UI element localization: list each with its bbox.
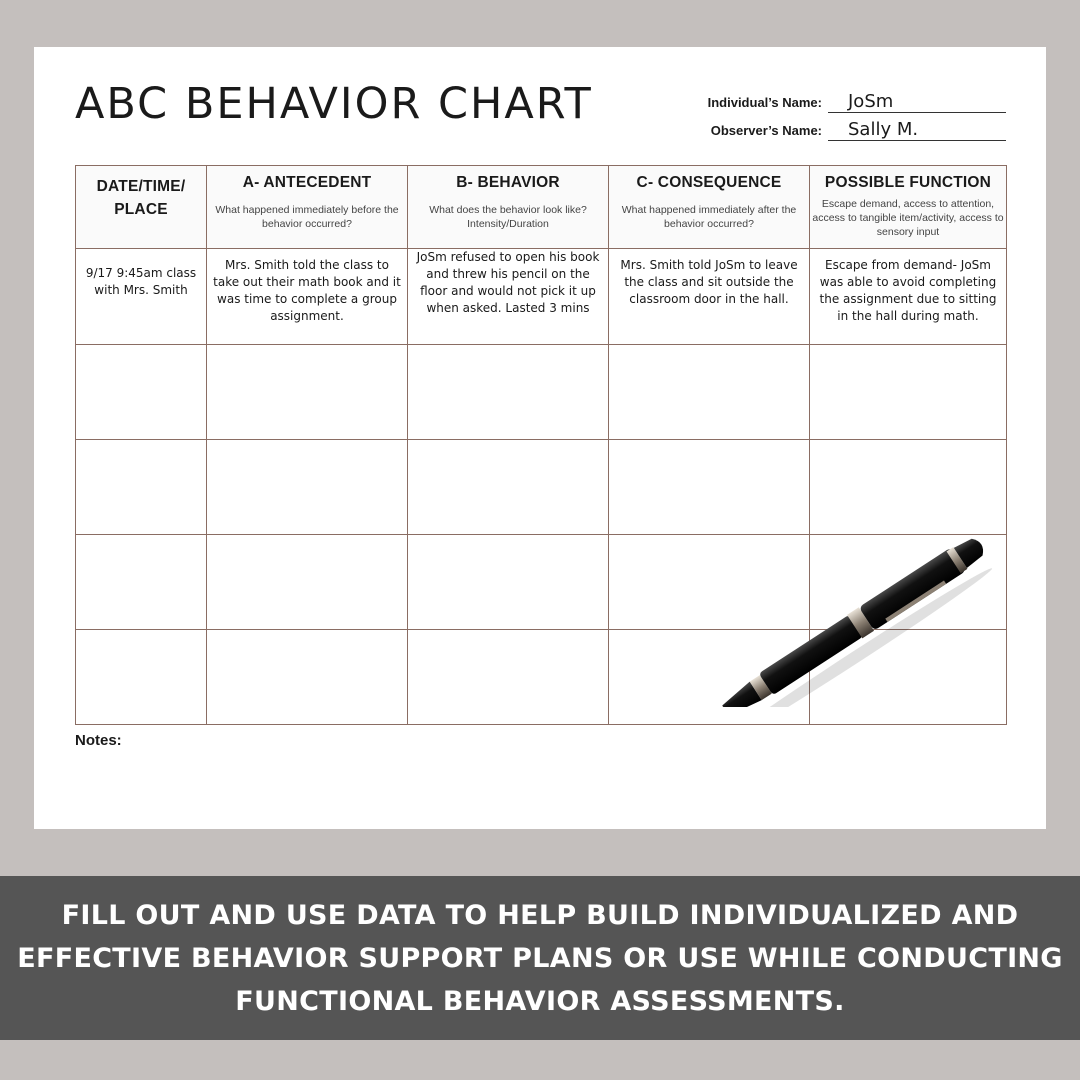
observer-name-field xyxy=(698,117,1006,141)
header-behavior-title: B- BEHAVIOR xyxy=(456,174,560,191)
cell-consequence xyxy=(609,249,810,345)
blank-cell[interactable] xyxy=(76,345,207,440)
header-antecedent xyxy=(207,166,408,249)
cell-function xyxy=(810,249,1007,345)
table-row xyxy=(76,249,1007,345)
behavior-chart-sheet xyxy=(34,47,1046,829)
individual-name-field xyxy=(698,89,1006,113)
blank-cell[interactable] xyxy=(207,535,408,630)
header-consequence-title: C- CONSEQUENCE xyxy=(636,174,782,191)
observer-name-line xyxy=(828,140,1006,141)
blank-cell[interactable] xyxy=(408,440,609,535)
header-row xyxy=(76,166,1007,249)
entry-function: Escape from demand- JoSm was able to avoid completing the assignment due to sitting in the hall during math. xyxy=(819,258,997,323)
blank-cell[interactable] xyxy=(207,345,408,440)
entry-date: 9/17 9:45am class with Mrs. Smith xyxy=(85,266,197,297)
header-consequence xyxy=(609,166,810,249)
promo-banner xyxy=(0,876,1080,1040)
entry-consequence: Mrs. Smith told JoSm to leave the class and sit outside the classroom door in the hall. xyxy=(620,258,798,306)
header-date xyxy=(76,166,207,249)
individual-name-value: JoSm xyxy=(848,91,894,112)
header-behavior-sub: What does the behavior look like? Intensity/Duration xyxy=(429,204,587,230)
blank-cell[interactable] xyxy=(207,440,408,535)
blank-cell[interactable] xyxy=(76,535,207,630)
individual-name-line xyxy=(828,112,1006,113)
blank-cell[interactable] xyxy=(408,345,609,440)
notes-label: Notes: xyxy=(75,732,122,749)
header-function-title: POSSIBLE FUNCTION xyxy=(824,174,992,191)
header-function xyxy=(810,166,1007,249)
header-antecedent-sub: What happened immediately before the behavior occurred? xyxy=(215,204,399,230)
blank-cell[interactable] xyxy=(408,630,609,725)
blank-cell[interactable] xyxy=(76,440,207,535)
blank-cell[interactable] xyxy=(76,630,207,725)
entry-behavior: JoSm refused to open his book and threw his pencil on the floor and would not pick it up when asked. Lasted 3 mins xyxy=(416,250,600,315)
table-row xyxy=(76,345,1007,440)
blank-cell[interactable] xyxy=(609,345,810,440)
blank-cell[interactable] xyxy=(810,345,1007,440)
chart-title: ABC BEHAVIOR CHART xyxy=(75,79,593,129)
header-function-sub: Escape demand, access to attention, access to tangible item/activity, access to sensory input xyxy=(812,198,1004,238)
individual-name-label: Individual’s Name: xyxy=(707,95,822,110)
entry-antecedent: Mrs. Smith told the class to take out their math book and it was time to complete a group assignment. xyxy=(213,258,401,323)
header-consequence-sub: What happened immediately after the behavior occurred? xyxy=(621,204,797,230)
observer-name-label: Observer’s Name: xyxy=(710,123,822,138)
blank-cell[interactable] xyxy=(207,630,408,725)
header-antecedent-title: A- ANTECEDENT xyxy=(242,174,372,191)
blank-cell[interactable] xyxy=(408,535,609,630)
header-date-title: DATE/TIME/ PLACE xyxy=(96,178,186,218)
cell-behavior xyxy=(408,249,609,345)
observer-name-value: Sally M. xyxy=(848,119,919,140)
pen-icon xyxy=(654,467,1014,707)
cell-antecedent xyxy=(207,249,408,345)
cell-date xyxy=(76,249,207,345)
banner-text: FILL OUT AND USE DATA TO HELP BUILD INDIVIDUALIZED AND EFFECTIVE BEHAVIOR SUPPORT PLANS OR USE WHILE CONDUCTING FUNCTIONAL BEHAVIOR ASSESSMENTS. xyxy=(17,899,1063,1017)
header-behavior xyxy=(408,166,609,249)
